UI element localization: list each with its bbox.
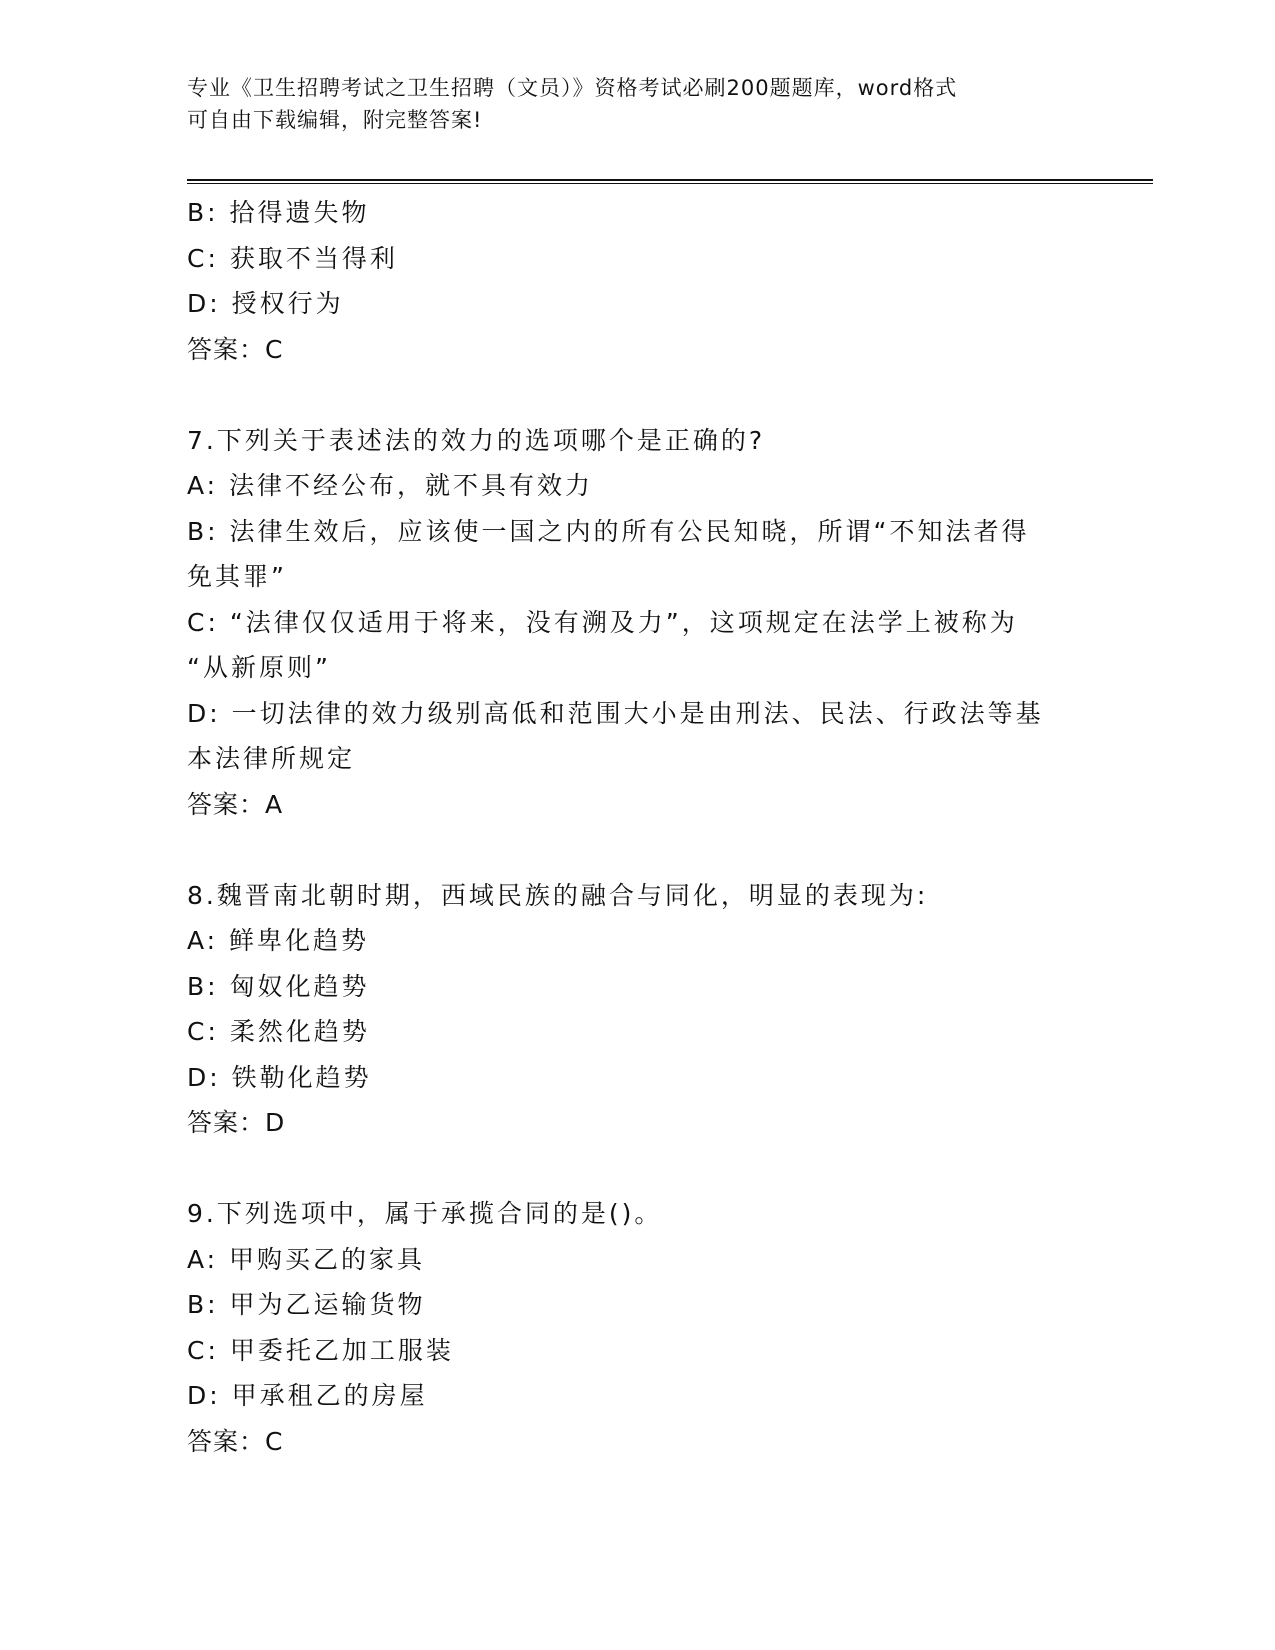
option-b-continued: 免其罪”	[187, 562, 287, 591]
question-7	[187, 418, 1087, 828]
option-c: C: 获取不当得利	[187, 243, 398, 273]
option-a: A: 法律不经公布，就不具有效力	[187, 471, 594, 500]
option-d: D: 甲承租乙的房屋	[187, 1381, 428, 1410]
header-divider-thick	[187, 179, 1153, 181]
option-c: C: 柔然化趋势	[187, 1017, 370, 1046]
question-9	[187, 1191, 1087, 1464]
option-d: D: 铁勒化趋势	[187, 1062, 372, 1092]
answer-line: 答案：A	[187, 789, 284, 819]
option-d: D: 授权行为	[187, 289, 344, 318]
question-stem: 8.魏晋南北朝时期，西域民族的融合与同化，明显的表现为:	[187, 880, 929, 910]
option-c-continued: “从新原则”	[187, 653, 331, 682]
option-a: A: 鲜卑化趋势	[187, 926, 370, 955]
document-header	[187, 72, 1087, 136]
question-8	[187, 873, 1087, 1146]
question-stem: 7.下列关于表述法的效力的选项哪个是正确的?	[187, 425, 766, 455]
header-line-2: 可自由下载编辑，附完整答案!	[187, 108, 483, 132]
option-b: B: 拾得遗失物	[187, 198, 370, 227]
option-a: A: 甲购买乙的家具	[187, 1244, 426, 1274]
option-c: C: “法律仅仅适用于将来，没有溯及力”，这项规定在法学上被称为	[187, 607, 1018, 637]
answer-line: 答案：D	[187, 1108, 286, 1137]
option-b: B: 甲为乙运输货物	[187, 1290, 426, 1319]
question-list	[187, 190, 1087, 1464]
header-line-1: 专业《卫生招聘考试之卫生招聘（文员）》资格考试必刷200题题库，word格式	[187, 76, 958, 100]
option-d-continued: 本法律所规定	[187, 744, 356, 773]
option-c: C: 甲委托乙加工服装	[187, 1335, 454, 1365]
option-d: D: 一切法律的效力级别高低和范围大小是由刑法、民法、行政法等基	[187, 698, 1044, 728]
prev-question	[187, 190, 1087, 372]
answer-line: 答案：C	[187, 334, 284, 364]
header-divider-thin	[187, 183, 1153, 184]
option-b: B: 法律生效后，应该使一国之内的所有公民知晓，所谓“不知法者得	[187, 516, 1030, 546]
option-b: B: 匈奴化趋势	[187, 971, 370, 1001]
answer-line: 答案：C	[187, 1426, 284, 1456]
question-stem: 9.下列选项中，属于承揽合同的是()。	[187, 1199, 663, 1228]
